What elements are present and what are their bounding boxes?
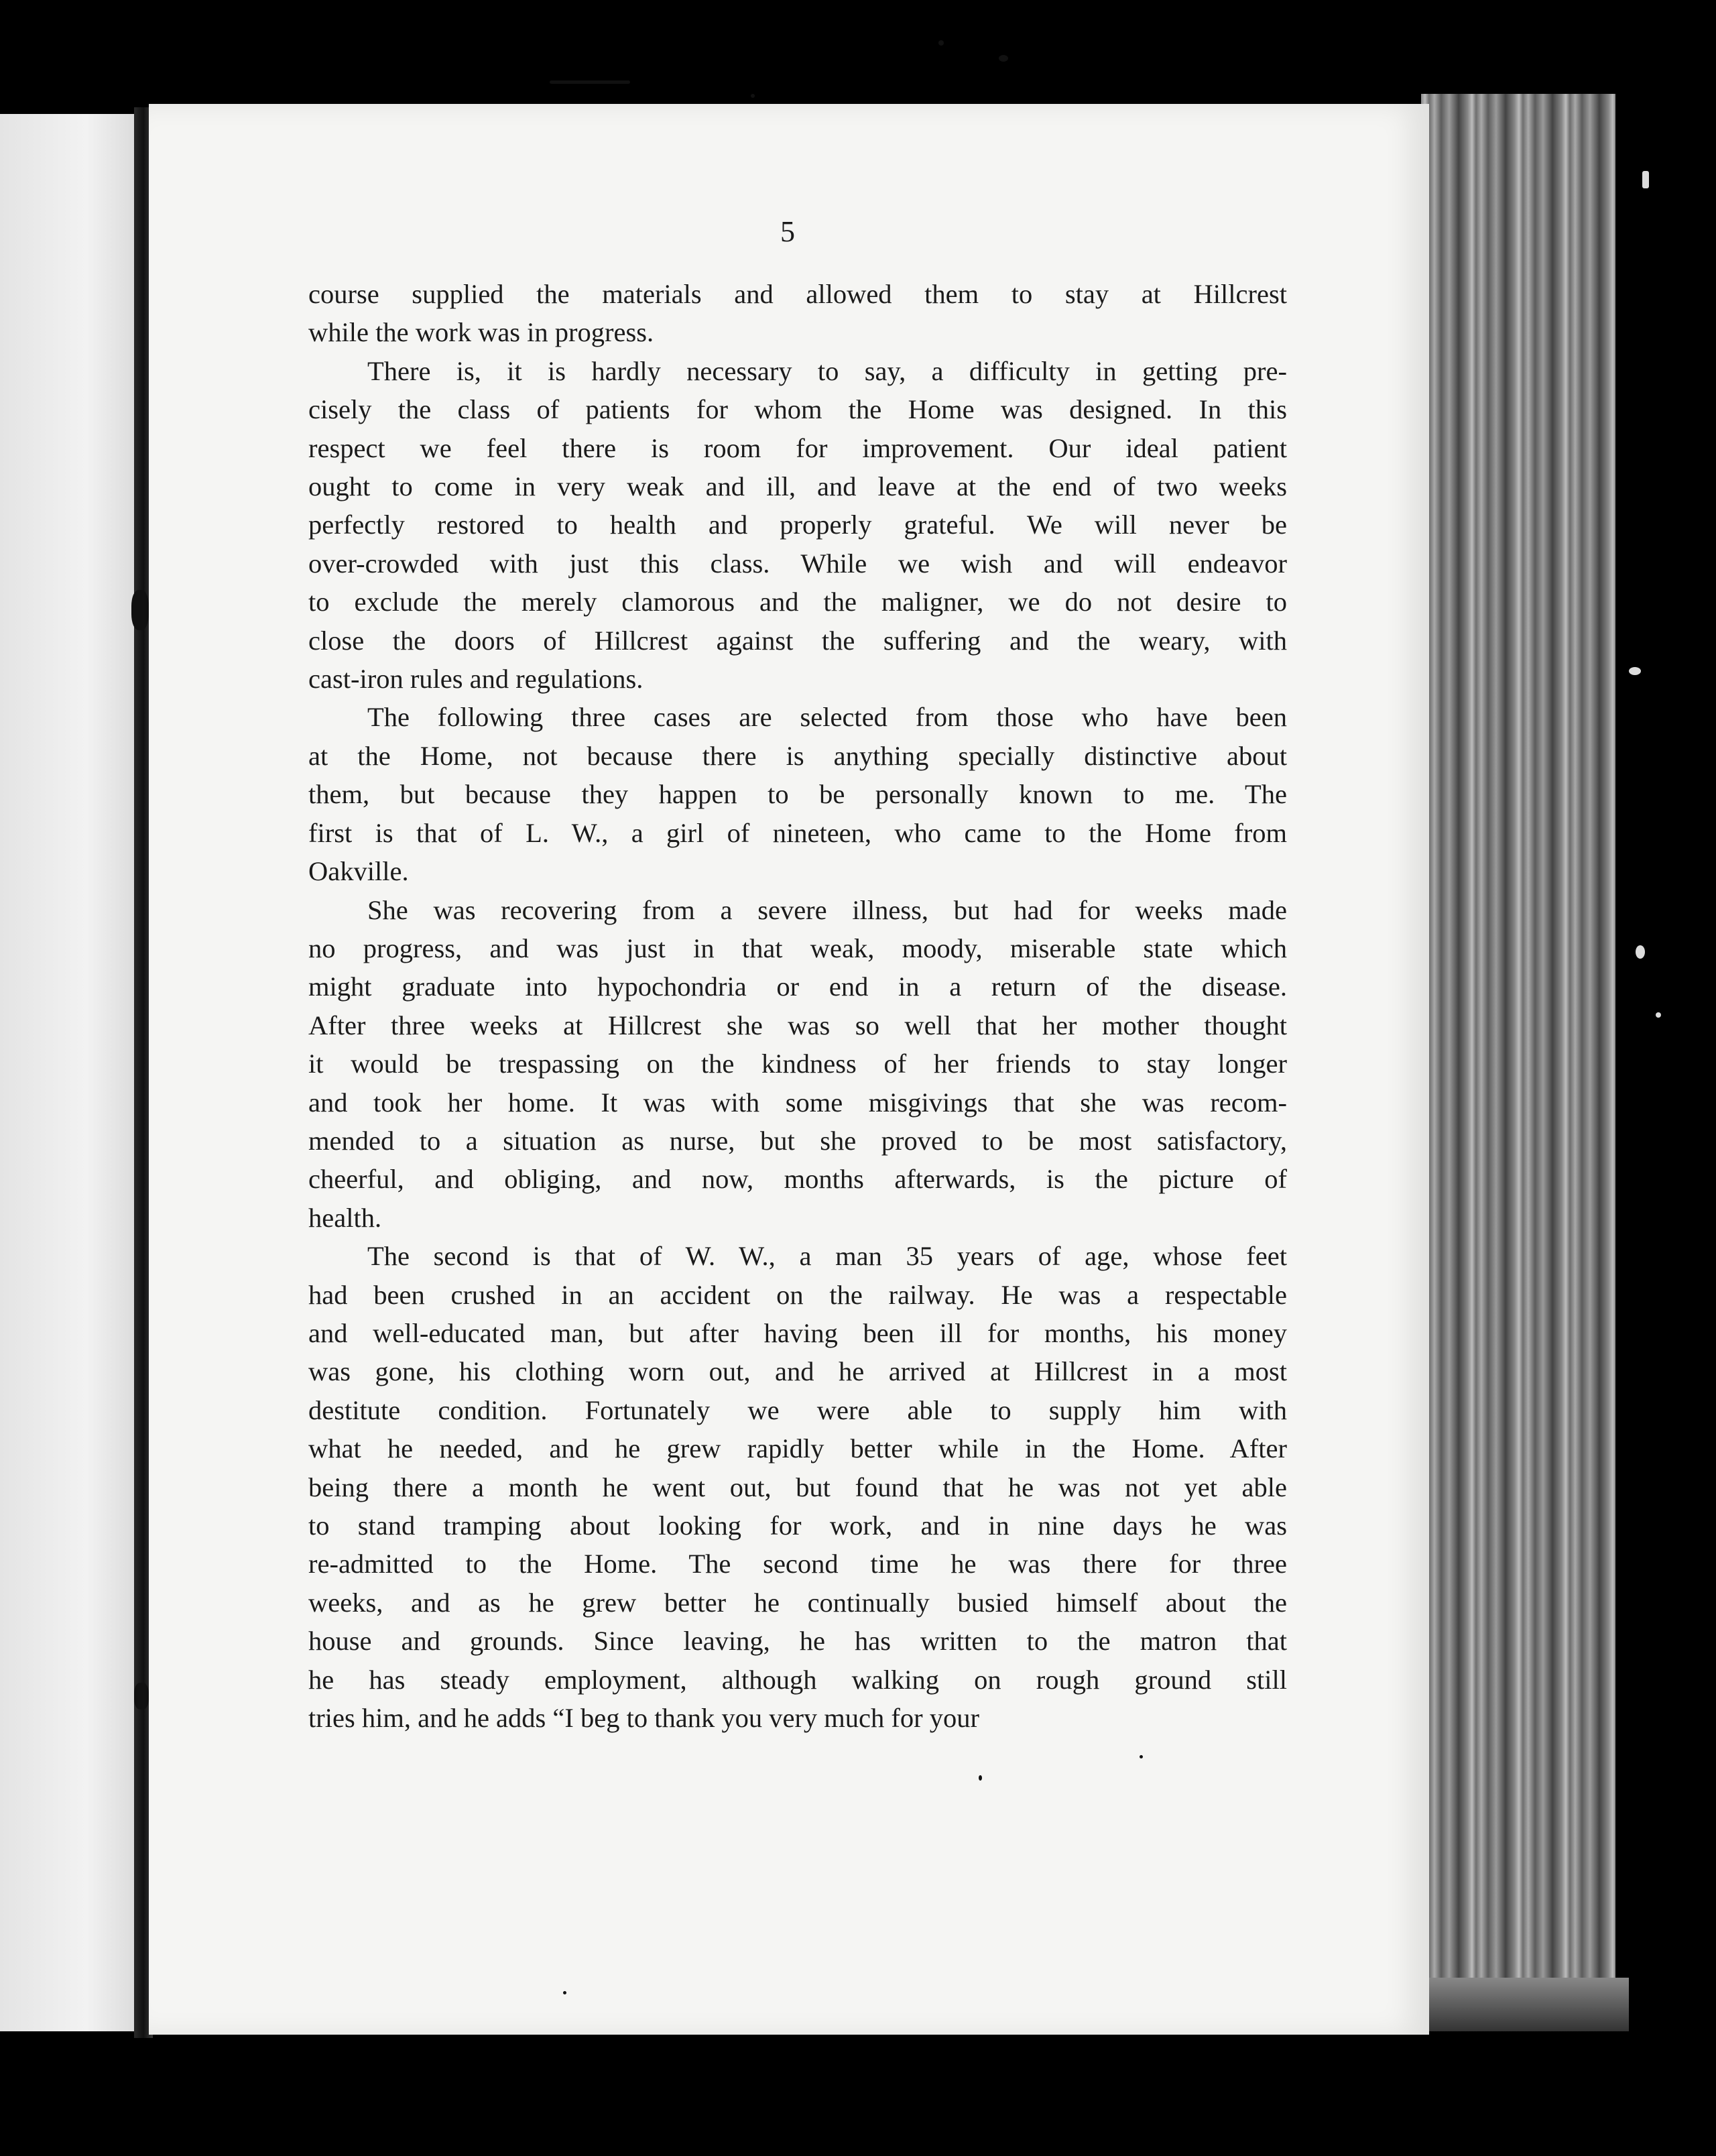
text-line: house and grounds. Since leaving, he has written to the matron that <box>308 1626 1287 1657</box>
text-line: and well-educated man, but after having been ill for months, his money <box>308 1317 1287 1348</box>
text-line: ought to come in very weak and ill, and leave at the end of two weeks <box>308 471 1287 502</box>
text-line: to exclude the merely clamorous and the maligner, we do not desire to <box>308 587 1287 617</box>
paragraph <box>308 891 1287 1238</box>
page-number: 5 <box>780 215 795 248</box>
dust-speck <box>1642 171 1649 188</box>
text-line: mended to a situation as nurse, but she proved to be most satisfactory, <box>308 1125 1287 1156</box>
text-line: to stand tramping about looking for work, and in nine days he was <box>308 1510 1287 1541</box>
text-line: After three weeks at Hillcrest she was so well that her mother thought <box>308 1010 1287 1040</box>
text-line: he has steady employment, although walking on rough ground still <box>308 1664 1287 1695</box>
text-line: had been crushed in an accident on the railway. He was a respectable <box>308 1279 1287 1310</box>
text-line: no progress, and was just in that weak, moody, miserable state which <box>308 933 1287 963</box>
paragraph <box>308 698 1287 890</box>
dust-speck <box>1636 945 1645 959</box>
text-line: tries him, and he adds “I beg to thank you very much for your <box>308 1703 979 1734</box>
text-line: The following three cases are selected from those who have been <box>367 702 1287 733</box>
page-block-bottom <box>1408 1978 1629 2031</box>
text-line: There is, it is hardly necessary to say, a difficulty in getting pre- <box>367 355 1287 386</box>
paragraph <box>308 275 1287 352</box>
page-block-edges <box>1421 94 1615 2018</box>
dust-speck <box>751 94 755 98</box>
facing-page-edge <box>0 114 144 2031</box>
text-line: cisely the class of patients for whom the Home was designed. In this <box>308 394 1287 425</box>
paragraph <box>308 352 1287 699</box>
text-line: at the Home, not because there is anything specially distinctive about <box>308 740 1287 771</box>
text-line: Oakville. <box>308 856 409 887</box>
text-line: destitute condition. Fortunately we were able to supply him with <box>308 1394 1287 1425</box>
text-line: and took her home. It was with some misgivings that she was recom- <box>308 1087 1287 1118</box>
text-line: weeks, and as he grew better he continually busied himself about the <box>308 1587 1287 1618</box>
text-line: respect we feel there is room for improvement. Our ideal patient <box>308 432 1287 463</box>
text-line: them, but because they happen to be personally known to me. The <box>308 779 1287 810</box>
dust-speck <box>999 55 1008 62</box>
text-line: The second is that of W. W., a man 35 years of age, whose feet <box>367 1241 1287 1272</box>
text-line: what he needed, and he grew rapidly better while in the Home. After <box>308 1433 1287 1464</box>
dust-speck <box>563 1991 566 1994</box>
text-line: cheerful, and obliging, and now, months afterwards, is the picture of <box>308 1164 1287 1195</box>
paragraph <box>308 1237 1287 1737</box>
text-line: was gone, his clothing worn out, and he arrived at Hillcrest in a most <box>308 1356 1287 1387</box>
dust-speck <box>1140 1755 1143 1758</box>
page-body-text <box>308 275 1287 1737</box>
text-line: first is that of L. W., a girl of nineteen, who came to the Home from <box>308 817 1287 848</box>
text-line: She was recovering from a severe illness, but had for weeks made <box>367 894 1287 925</box>
text-line: over-crowded with just this class. While we wish and will endeavor <box>308 548 1287 579</box>
dust-speck <box>1656 1012 1661 1018</box>
text-line: perfectly restored to health and properly grateful. We will never be <box>308 510 1287 540</box>
dust-speck <box>1629 667 1641 675</box>
dust-speck <box>938 40 944 46</box>
dust-speck <box>131 590 149 630</box>
text-line: course supplied the materials and allowed them to stay at Hillcrest <box>308 279 1287 309</box>
text-line: cast-iron rules and regulations. <box>308 664 644 695</box>
dust-speck <box>134 1683 149 1710</box>
text-line: health. <box>308 1202 382 1233</box>
text-line: being there a month he went out, but found that he was not yet able <box>308 1472 1287 1502</box>
dust-speck <box>979 1775 982 1781</box>
text-line: while the work was in progress. <box>308 317 654 348</box>
text-line: might graduate into hypochondria or end in a return of the disease. <box>308 971 1287 1002</box>
text-line: close the doors of Hillcrest against the suffering and the weary, with <box>308 625 1287 656</box>
text-line: re-admitted to the Home. The second time he was there for three <box>308 1549 1287 1579</box>
text-line: it would be trespassing on the kindness of her friends to stay longer <box>308 1049 1287 1079</box>
dust-speck <box>550 80 630 84</box>
